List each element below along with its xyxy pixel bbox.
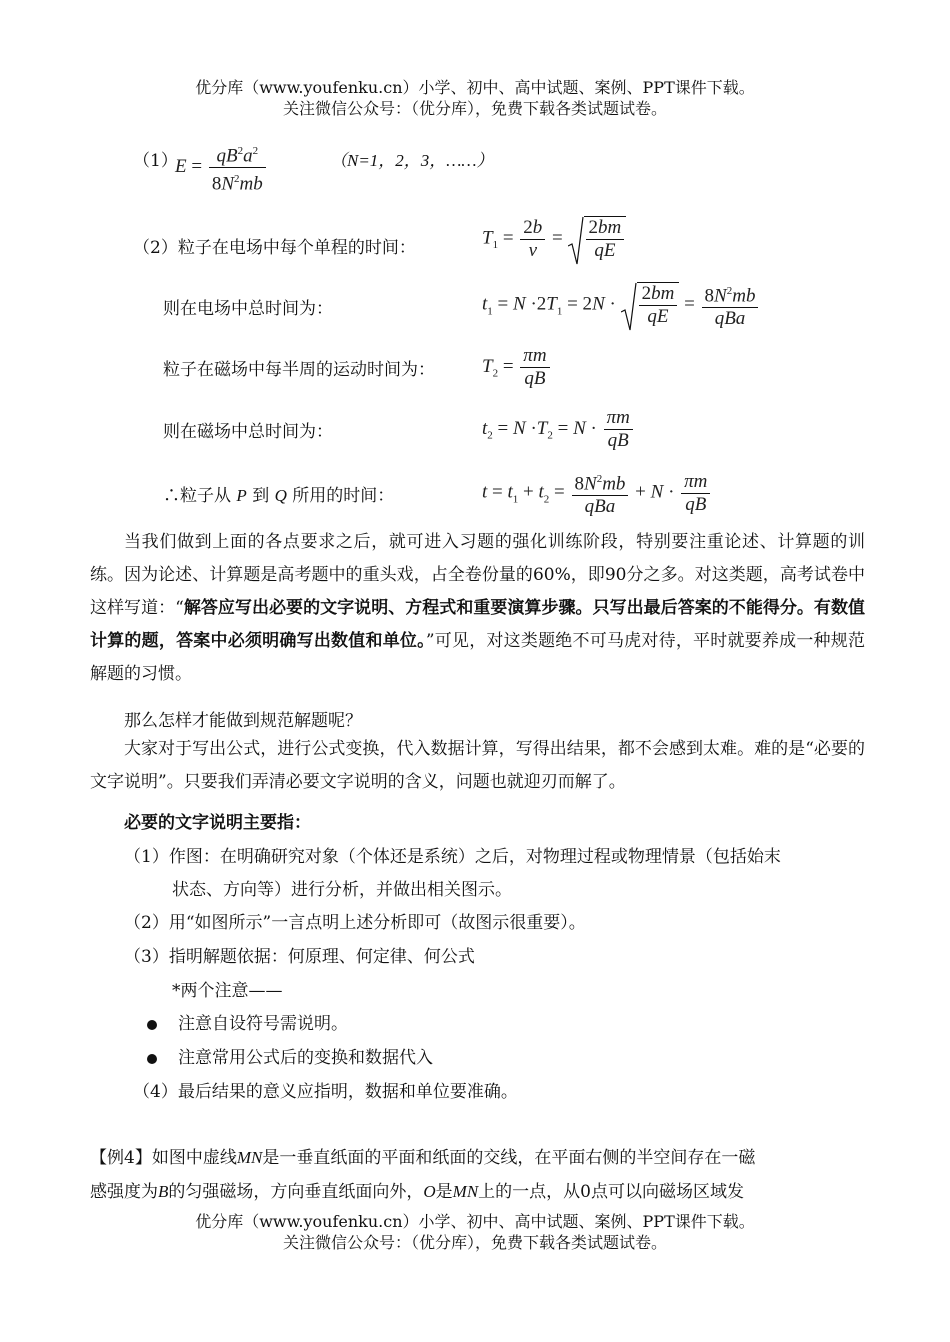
p1-text-b: ”可见，对这类题绝不可马虎对待，平时就要养成一种规范解题的习惯。 <box>90 631 865 684</box>
item-1-line-2: 状态、方向等）进行分析，并做出相关图示。 <box>172 880 512 900</box>
item-2: （2）用“如图所示”一言点明上述分析即可（故图示很重要）。 <box>124 913 586 933</box>
line-half-period: 粒子在磁场中每半周的运动时间为： <box>163 360 435 380</box>
formula-T1: $T_1$ = $\frac{2b}{v}$ = $\frac{2bm}{qE}$ <box>482 216 626 262</box>
part1-condition: （N=1，2，3，……） <box>330 151 494 170</box>
bullet-item-1: 注意自设符号需说明。 <box>178 1014 348 1034</box>
symbol-B: B <box>158 1182 169 1201</box>
part1-label: （1） <box>133 151 178 171</box>
bullet-dot-1 <box>147 1015 157 1034</box>
part2-label: （2）粒子在电场中每个单程的时间： <box>133 238 416 258</box>
paragraph-3: 大家对于写出公式，进行公式变换，代入数据计算，写得出结果，都不会感到太难。难的是“必要的文字说明”。只要我们弄清必要文字说明的含义，问题也就迎刃而解了。 <box>90 739 865 792</box>
example-line-2 <box>90 1177 744 1202</box>
header-line-1: 优分库（www.youfenku.cn）小学、初中、高中试题、案例、PPT课件下载。 <box>195 78 755 97</box>
formula-E: E = $\frac{qB^2a^2}{8N^2mb}$ <box>175 140 268 196</box>
example-line-2-a: 感强度为 <box>90 1182 158 1202</box>
p1-bold-quote: 解答应写出必要的文字说明、方程式和重要演算步骤。只写出最后答案的不能得分。有数值计算的题，答案中必须明确写出数值和单位。 <box>90 598 865 651</box>
formula-t1: $t_1 = N \cdot 2T_1 = 2N$ · $\frac{2bm}{qE}$ = $\frac{8N^2mb}{\text{qBa}}$ <box>482 280 760 330</box>
p1-text-a: 当我们做到上面的各点要求之后，就可进入习题的强化训练阶段，特别要注重论述、计算题的训练。因为论述、计算题是高考题中的重头戏，占全卷份量的60%，即90分之多。对这类题，高考试卷中这样写道：“ <box>90 532 865 618</box>
footer-line-1: 优分库（www.youfenku.cn）小学、初中、高中试题、案例、PPT课件下载。 <box>195 1212 755 1231</box>
bullet-dot-2 <box>147 1049 157 1068</box>
bullet-item-2: 注意常用公式后的变换和数据代入 <box>178 1048 433 1068</box>
paragraph-2: 那么怎样才能做到规范解题呢？ <box>124 711 362 731</box>
total-suffix: 所用的时间： <box>292 486 395 506</box>
formula-t2: $t_2 = N \cdot T_2 = N$ · $\frac{\pi m}{qB}$ <box>482 407 635 452</box>
item-1-line-1: （1）作图：在明确研究对象（个体还是系统）之后，对物理过程或物理情景（包括始末 <box>124 847 781 867</box>
line-total-electric: 则在电场中总时间为： <box>163 299 333 319</box>
item-3: （3）指明解题依据：何原理、何定律、何公式 <box>124 947 475 967</box>
footer-line-2: 关注微信公众号：（优分库），免费下载各类试题试卷。 <box>282 1233 667 1252</box>
note-heading: *两个注意—— <box>172 981 283 1001</box>
item-4: （4）最后结果的意义应指明，数据和单位要准确。 <box>133 1082 518 1102</box>
point-Q: Q <box>274 486 287 505</box>
line-total-time <box>163 481 394 506</box>
example-line-1 <box>90 1143 755 1168</box>
example-line-1-rest: 是一垂直纸面的平面和纸面的交线，在平面右侧的半空间存在一磁 <box>262 1148 756 1168</box>
point-P: P <box>236 486 247 505</box>
line-total-magnetic: 则在磁场中总时间为： <box>163 422 333 442</box>
total-mid: 到 <box>252 486 270 506</box>
example-prefix: 【例4】如图中虚线 <box>90 1148 237 1168</box>
total-prefix: ∴粒子从 <box>163 486 231 506</box>
formula-t: $t = t_1 + t_2$ = $\frac{8N^2mb}{\text{qBa}}$ + N · $\frac{\pi m}{qB}$ <box>482 468 712 518</box>
header-line-2: 关注微信公众号：（优分库），免费下载各类试题试卷。 <box>282 99 667 118</box>
symbol-O: O <box>423 1182 436 1201</box>
paragraph-1 <box>90 526 865 691</box>
example-line-2-c: 是 <box>435 1182 453 1202</box>
requirements-heading: 必要的文字说明主要指： <box>124 813 311 833</box>
symbol-MN: MN <box>236 1148 263 1167</box>
example-line-2-d: 上的一点，从0点可以向磁场区域发 <box>478 1182 744 1202</box>
symbol-MN-2: MN <box>452 1182 479 1201</box>
example-line-2-b: 的匀强磁场，方向垂直纸面向外， <box>168 1182 424 1202</box>
formula-T2: $T_2$ = $\frac{\pi m}{qB}$ <box>482 345 552 390</box>
